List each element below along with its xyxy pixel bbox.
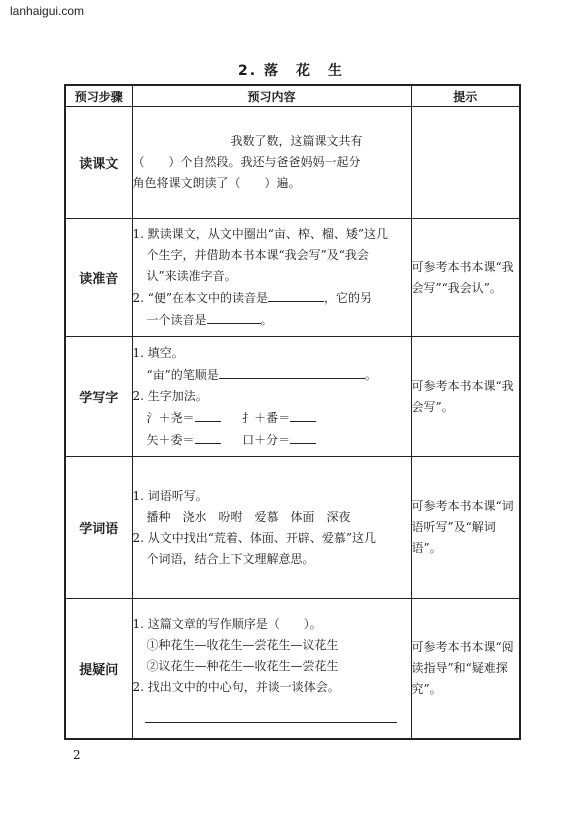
content-line[interactable]: 角色将课文朗读了（ ）遍。 <box>132 176 301 190</box>
text: 口＋分＝ <box>242 432 291 447</box>
content-pronunciation <box>132 219 411 337</box>
blank-field[interactable] <box>195 407 221 422</box>
blank-field[interactable] <box>195 429 221 444</box>
content-line: 我数了数，这篇课文共有 <box>230 134 363 148</box>
header-content: 预习内容 <box>132 85 411 107</box>
content-line <box>133 287 411 309</box>
step-writing: 学写字 <box>65 337 132 457</box>
blank-field[interactable] <box>268 287 324 302</box>
content-line: 2. 生字加法。 <box>132 388 208 403</box>
content-line: 1. 默读课文，从文中圈出“亩、榨、榴、矮”这几 <box>132 227 389 241</box>
blank-field[interactable] <box>290 407 316 422</box>
page-number: 2 <box>73 748 81 762</box>
content-line[interactable]: （ ）个自然段。我还与爸爸妈妈一起分 <box>132 155 361 169</box>
text: 。 <box>364 367 377 382</box>
header-step: 预习步骤 <box>65 85 132 107</box>
table-row <box>65 107 520 219</box>
content-line <box>133 407 411 429</box>
step-questions: 提疑问 <box>65 599 132 739</box>
content-line: ①种花生—收花生—尝花生—议花生 <box>146 637 339 652</box>
answer-line[interactable] <box>145 708 397 723</box>
content-line: 2. 找出文中的中心句，并谈一谈体会。 <box>132 679 340 694</box>
text: 一个读音是 <box>146 313 207 327</box>
content-line: 个词语，结合上下文理解意思。 <box>146 551 315 566</box>
content-questions <box>132 599 411 739</box>
content-line: 播种 浇水 吩咐 爱慕 体面 深夜 <box>146 509 351 524</box>
step-vocabulary: 学词语 <box>65 457 132 599</box>
hint-writing: 可参考本书本课“我会写”。 <box>411 337 520 457</box>
content-vocabulary <box>132 457 411 599</box>
content-line: 认”来读准字音。 <box>146 269 237 283</box>
header-hint: 提示 <box>411 85 520 107</box>
hint-pronunciation: 可参考本书本课“我会写”“我会认”。 <box>411 219 520 337</box>
content-line: ②议花生—种花生—收花生—尝花生 <box>146 658 339 673</box>
blank-field[interactable] <box>219 364 365 379</box>
text: 2. “便”在本文中的读音是 <box>132 291 269 305</box>
watermark: lanhaigui.com <box>10 4 85 18</box>
hint-questions: 可参考本书本课“阅读指导”和“疑难探究”。 <box>411 599 520 739</box>
text: “亩”的笔顺是 <box>146 367 219 382</box>
content-line[interactable]: 1. 这篇文章的写作顺序是（ ）。 <box>132 616 322 631</box>
step-pronunciation: 读准音 <box>65 219 132 337</box>
step-read-text: 读课文 <box>65 107 132 219</box>
content-line: 2. 从文中找出“荒着、体面、开辟、爱慕”这几 <box>132 530 377 545</box>
blank-field[interactable] <box>207 309 261 324</box>
hint-vocabulary: 可参考本书本课“词语听写”及“解词语”。 <box>411 457 520 599</box>
page-title: 2. 落 花 生 <box>238 63 344 79</box>
content-line <box>133 309 411 331</box>
table-row <box>65 219 520 337</box>
content-line <box>133 364 411 386</box>
text: 矢＋委＝ <box>146 432 195 447</box>
text: ，它的另 <box>324 291 373 305</box>
table-row <box>65 599 520 739</box>
table-header-row <box>65 85 520 107</box>
content-line: 1. 词语听写。 <box>132 488 208 503</box>
content-line: 个生字，并借助本书本课“我会写”及“我会 <box>146 248 369 262</box>
text: 。 <box>260 313 273 327</box>
blank-field[interactable] <box>290 429 316 444</box>
content-line: 1. 填空。 <box>132 345 184 360</box>
table-row <box>65 337 520 457</box>
table-row <box>65 457 520 599</box>
content-line <box>133 429 411 451</box>
preview-table <box>64 84 521 740</box>
content-read-text <box>132 107 411 219</box>
content-writing <box>132 337 411 457</box>
text: 氵＋尧＝ <box>146 410 195 425</box>
hint-read-text <box>411 107 520 219</box>
text: 扌＋番＝ <box>242 410 291 425</box>
